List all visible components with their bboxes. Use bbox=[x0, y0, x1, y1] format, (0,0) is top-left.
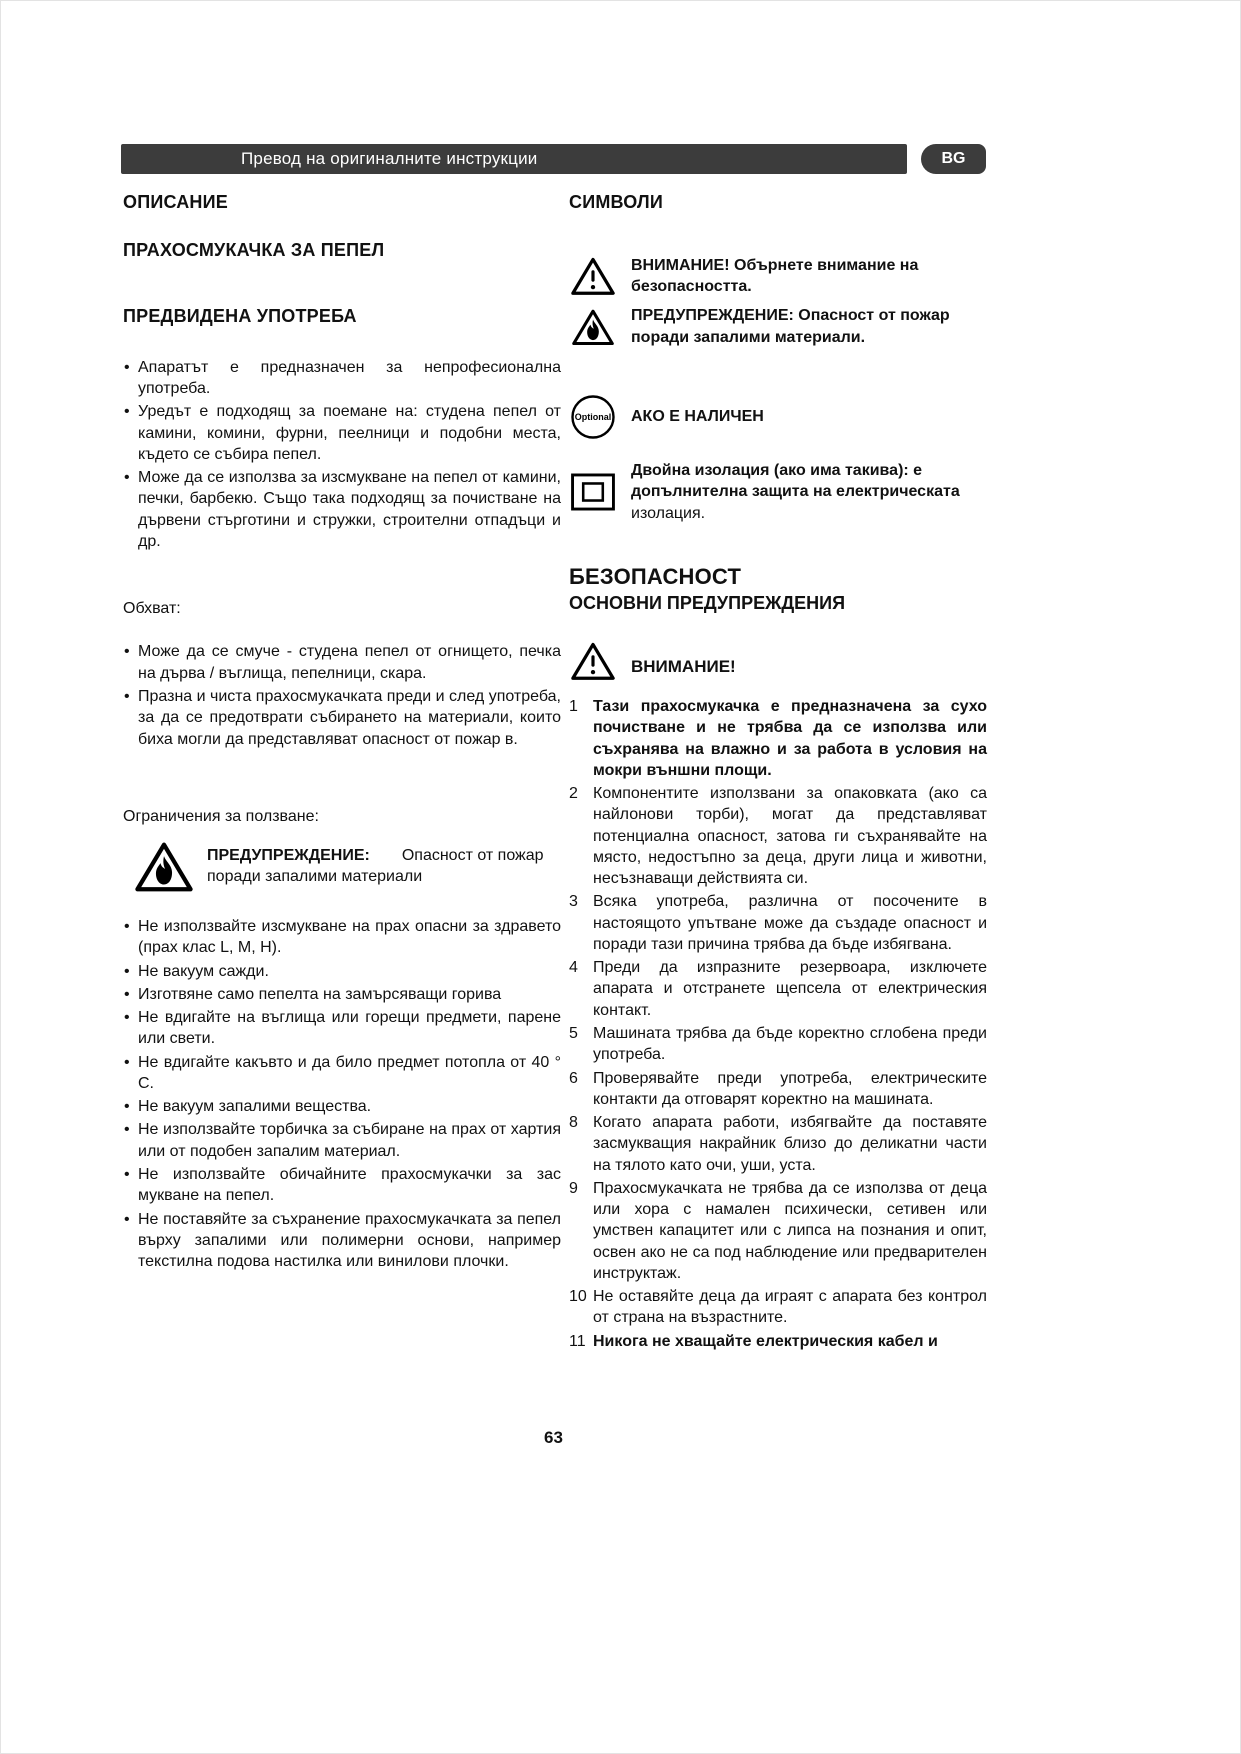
list-item: • Не използвайте торбичка за събиране на прах от хартия или от подобен запалим материал. bbox=[123, 1119, 561, 1162]
safety-item bbox=[569, 696, 987, 781]
item-text: Тази прахосмукачка е предназначена за сухо почистване и не трябва да се използва или съхранява на влажно и за работа в условия на мокри външни площи. bbox=[593, 697, 987, 779]
description-heading: ОПИСАНИЕ bbox=[123, 192, 228, 212]
flame-triangle-icon bbox=[569, 307, 617, 347]
product-title: ПРАХОСМУКАЧКА ЗА ПЕПЕЛ bbox=[123, 239, 385, 260]
intended-use-heading: ПРЕДВИДЕНА УПОТРЕБА bbox=[123, 305, 357, 326]
item-number: 10 bbox=[569, 1288, 587, 1306]
warning-triangle-icon bbox=[569, 640, 617, 682]
fire-warning-block bbox=[133, 839, 561, 894]
warning-label: ПРЕДУПРЕЖДЕНИЕ: bbox=[207, 847, 370, 865]
item-number: 5 bbox=[569, 1024, 578, 1042]
item-text: Преди да изпразните резервоара, изключете апарата и отстранете щепсела от електрическия контакт. bbox=[593, 959, 987, 1019]
safety-item bbox=[569, 1023, 987, 1066]
safety-list bbox=[569, 696, 987, 1352]
symbol-fire bbox=[569, 305, 987, 348]
header-title: Превод на оригиналните инструкции bbox=[241, 149, 538, 168]
safety-heading: БЕЗОПАСНОСТ bbox=[569, 563, 742, 589]
right-column bbox=[569, 191, 987, 1354]
symbol-fire-text: ПРЕДУПРЕЖДЕНИЕ: Опасност от пожар поради запалими материали. bbox=[631, 307, 950, 346]
list-item: • Може да се смуче - студена пепел от огнището, печка на дърва / въглища, пепелници, скара. bbox=[123, 641, 561, 684]
insulation-bold: Двойна изолация (ако има такива): е допълнителна защита на електрическата bbox=[631, 462, 960, 501]
safety-item bbox=[569, 957, 987, 1021]
language-badge: BG bbox=[921, 144, 986, 174]
safety-item bbox=[569, 1331, 987, 1352]
safety-subheading: ОСНОВНИ ПРЕДУПРЕЖДЕНИЯ bbox=[569, 593, 846, 614]
list-item: • Уредът е подходящ за поемане на: студена пепел от камини, комини, фурни, пеелници и подобни места, където се събира пепел. bbox=[123, 401, 561, 465]
safety-item bbox=[569, 1112, 987, 1176]
item-number: 3 bbox=[569, 893, 578, 911]
insulation-regular: изолация. bbox=[631, 504, 706, 522]
item-number: 4 bbox=[569, 959, 578, 977]
symbol-insulation bbox=[569, 460, 987, 524]
safety-item bbox=[569, 1178, 987, 1284]
item-number: 6 bbox=[569, 1069, 578, 1087]
symbols-heading: СИМВОЛИ bbox=[569, 192, 664, 212]
safety-item bbox=[569, 891, 987, 955]
item-number: 11 bbox=[569, 1332, 586, 1350]
list-item: • Не използвайте обичайните прахосмукачки за зас мукване на пепел. bbox=[123, 1164, 561, 1207]
item-text: Машината трябва да бъде коректно сглобена преди употреба. bbox=[593, 1024, 987, 1064]
header-bar bbox=[121, 144, 907, 174]
list-item: • Изготвяне само пепелта на замърсяващи горива bbox=[123, 984, 561, 1005]
symbol-optional-text: АКО Е НАЛИЧЕН bbox=[631, 408, 764, 426]
warning-triangle-icon bbox=[569, 255, 617, 297]
symbol-warning-text: ВНИМАНИЕ! Обърнете внимание на безопасността. bbox=[631, 256, 919, 296]
attention-block bbox=[569, 640, 987, 682]
safety-item bbox=[569, 1068, 987, 1111]
limits-list bbox=[123, 916, 561, 1272]
double-insulation-icon bbox=[569, 472, 617, 512]
list-item: • Празна и чиста прахосмукачката преди и след употреба, за да се предотврати събирането на материали, които биха могли да представляват опасност от пожар в. bbox=[123, 686, 561, 750]
item-text: Компонентите използвани за опаковката (ако са найлонови торби), могат да представляват потенциална опасност, затова ги съхранявайте на място, недостъпно за деца, други лица и животни, несъзнаващи действията си. bbox=[593, 785, 987, 888]
item-text: Когато апарата работи, избягвайте да поставяте засмукващия накрайник близо до деликатни части на тялото като очи, уши, уста. bbox=[593, 1114, 987, 1174]
svg-text:Optional: Optional bbox=[574, 412, 612, 422]
symbol-optional bbox=[569, 394, 987, 440]
safety-item bbox=[569, 1286, 987, 1329]
list-item: • Не вдигайте на въглища или горещи предмети, парене или свети. bbox=[123, 1007, 561, 1050]
item-number: 9 bbox=[569, 1179, 578, 1197]
list-item: • Не поставяйте за съхранение прахосмукачката за пепел върху запалими или полимерни основи, например текстилна подова настилка или винилови плочки. bbox=[123, 1209, 561, 1273]
flame-triangle-icon bbox=[133, 839, 195, 894]
list-item: • Не използвайте изсмукване на прах опасни за здравето (прах клас L, M, H). bbox=[123, 916, 561, 959]
symbol-insulation-text bbox=[631, 460, 987, 524]
list-item: • Апаратът е предназначен за непрофесионална употреба. bbox=[123, 357, 561, 400]
warning-body: Опасност от пожар поради запалими материали bbox=[207, 847, 544, 886]
fire-warning-text bbox=[207, 845, 561, 888]
intended-use-list bbox=[123, 357, 561, 552]
page-number: 63 bbox=[544, 1428, 563, 1447]
item-text: Проверявайте преди употреба, електрическите контакти да отговарят коректно на машината. bbox=[593, 1069, 987, 1108]
item-text: Не оставяйте деца да играят с апарата без контрол от страна на възрастните. bbox=[593, 1288, 987, 1327]
item-text: Всяка употреба, различна от посочените в настоящото упътване може да създаде опасност и поради тази причина трябва да бъде избягвана. bbox=[593, 893, 987, 953]
attention-text: ВНИМАНИЕ! bbox=[631, 656, 736, 676]
safety-item bbox=[569, 783, 987, 889]
scope-list bbox=[123, 641, 561, 749]
list-item: • Не вдигайте какъвто и да било предмет потопла от 40 ° C. bbox=[123, 1052, 561, 1095]
item-text: Прахосмукачката не трябва да се използва от деца или хора с намален психически, сетивен или умствен капацитет или с липса на познания и опит, освен ако не са под наблюдение или предварителен инструктаж. bbox=[593, 1179, 987, 1282]
left-column bbox=[123, 191, 561, 1274]
item-number: 2 bbox=[569, 785, 578, 803]
list-item: • Не вакуум сажди. bbox=[123, 961, 561, 982]
limits-label: Ограничения за ползване: bbox=[123, 807, 319, 825]
optional-icon bbox=[569, 394, 617, 440]
item-number: 1 bbox=[569, 697, 578, 715]
item-text: Никога не хващайте електрическия кабел и bbox=[593, 1332, 938, 1350]
item-number: 8 bbox=[569, 1114, 578, 1132]
list-item: • Не вакуум запалими вещества. bbox=[123, 1096, 561, 1117]
list-item: • Може да се използва за изсмукване на пепел от камини, печки, барбекю. Също така подходящ за почистване на дървени стърготини и стружки, строителни отпадъци и др. bbox=[123, 467, 561, 552]
scope-label: Обхват: bbox=[123, 600, 181, 618]
symbol-warning bbox=[569, 255, 987, 298]
